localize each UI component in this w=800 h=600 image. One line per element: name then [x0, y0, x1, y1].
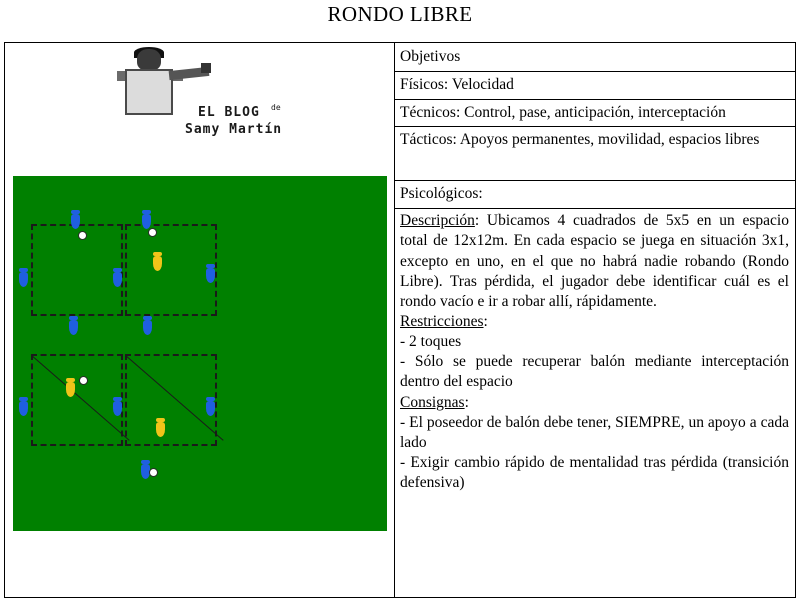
objective-label-psicologicos: Psicológicos:: [400, 185, 483, 203]
player-yellow-2: [66, 382, 75, 397]
player-blue-6: [69, 320, 78, 335]
objective-row-tecnicos: [395, 100, 795, 128]
guideline-item-1: - El poseedor de balón debe tener, SIEMPRE, un apoyo a cada lado: [400, 413, 789, 451]
guidelines-heading: Consignas: [400, 393, 465, 411]
objective-value-tecnicos: Control, pase, anticipación, interceptación: [464, 103, 726, 121]
guidelines-colon: :: [464, 393, 469, 411]
ball-top-right: [148, 228, 157, 237]
right-column: [395, 43, 795, 597]
objective-label-tacticos: Tácticos:: [400, 131, 457, 149]
content-frame: [4, 42, 796, 598]
logo-line-2: Samy Martín: [185, 122, 283, 137]
player-blue-7: [143, 320, 152, 335]
player-blue-1: [71, 214, 80, 229]
description-paragraph: [400, 211, 789, 312]
player-blue-5: [206, 268, 215, 283]
square-top-left: [31, 224, 123, 316]
description-heading: Descripción: [400, 212, 475, 230]
logo-superscript: de: [271, 103, 281, 112]
restriction-item-1: - 2 toques: [400, 333, 462, 351]
player-blue-3: [19, 272, 28, 287]
player-yellow-3: [156, 422, 165, 437]
objective-row-fisicos: [395, 72, 795, 100]
ball-bottom-right: [149, 468, 158, 477]
objective-value-fisicos: Velocidad: [451, 75, 514, 93]
blog-logo: [5, 43, 394, 176]
page-title: RONDO LIBRE: [327, 2, 473, 26]
objective-label-fisicos: Físicos:: [400, 75, 449, 93]
square-top-right: [125, 224, 217, 316]
objectives-header: [395, 43, 795, 72]
objective-row-psicologicos: [395, 181, 795, 209]
restriction-item-2: - Sólo se puede recuperar balón mediante interceptación dentro del espacio: [400, 353, 789, 391]
objective-row-tacticos: [395, 127, 795, 181]
restrictions-heading-row: [400, 312, 789, 332]
player-blue-9: [113, 401, 122, 416]
ball-bottom-left: [79, 376, 88, 385]
guidelines-heading-row: [400, 393, 789, 413]
restrictions-heading: Restricciones: [400, 313, 484, 331]
description-text: : Ubicamos 4 cuadrados de 5x5 en un espacio total de 12x12m. En cada espacio se juega en situación 3x1, excepto en uno, en el que no habrá nadie robando (Rondo Libre). Tras pérdida, el jugador debe identificar cuál es el rondo vacío e ir a robar allí, rápidamente.: [400, 212, 789, 310]
guideline-item-2: - Exigir cambio rápido de mentalidad tras pérdida (transición defensiva): [400, 454, 789, 492]
player-blue-8: [19, 401, 28, 416]
ball-top-left: [78, 231, 87, 240]
player-yellow-1: [153, 256, 162, 271]
logo-line-1: EL BLOG: [198, 105, 260, 120]
player-blue-2: [142, 214, 151, 229]
player-blue-10: [206, 401, 215, 416]
objective-value-tacticos: Apoyos permanentes, movilidad, espacios libres: [459, 131, 760, 149]
player-blue-4: [113, 272, 122, 287]
coach-silhouette-icon: [101, 47, 209, 119]
restrictions-colon: :: [483, 313, 488, 331]
left-column: [5, 43, 395, 597]
objectives-header-label: Objetivos: [400, 48, 461, 65]
rondo-libre-pitch: [13, 176, 387, 531]
objective-label-tecnicos: Técnicos:: [400, 103, 461, 121]
description-block: [395, 209, 795, 597]
